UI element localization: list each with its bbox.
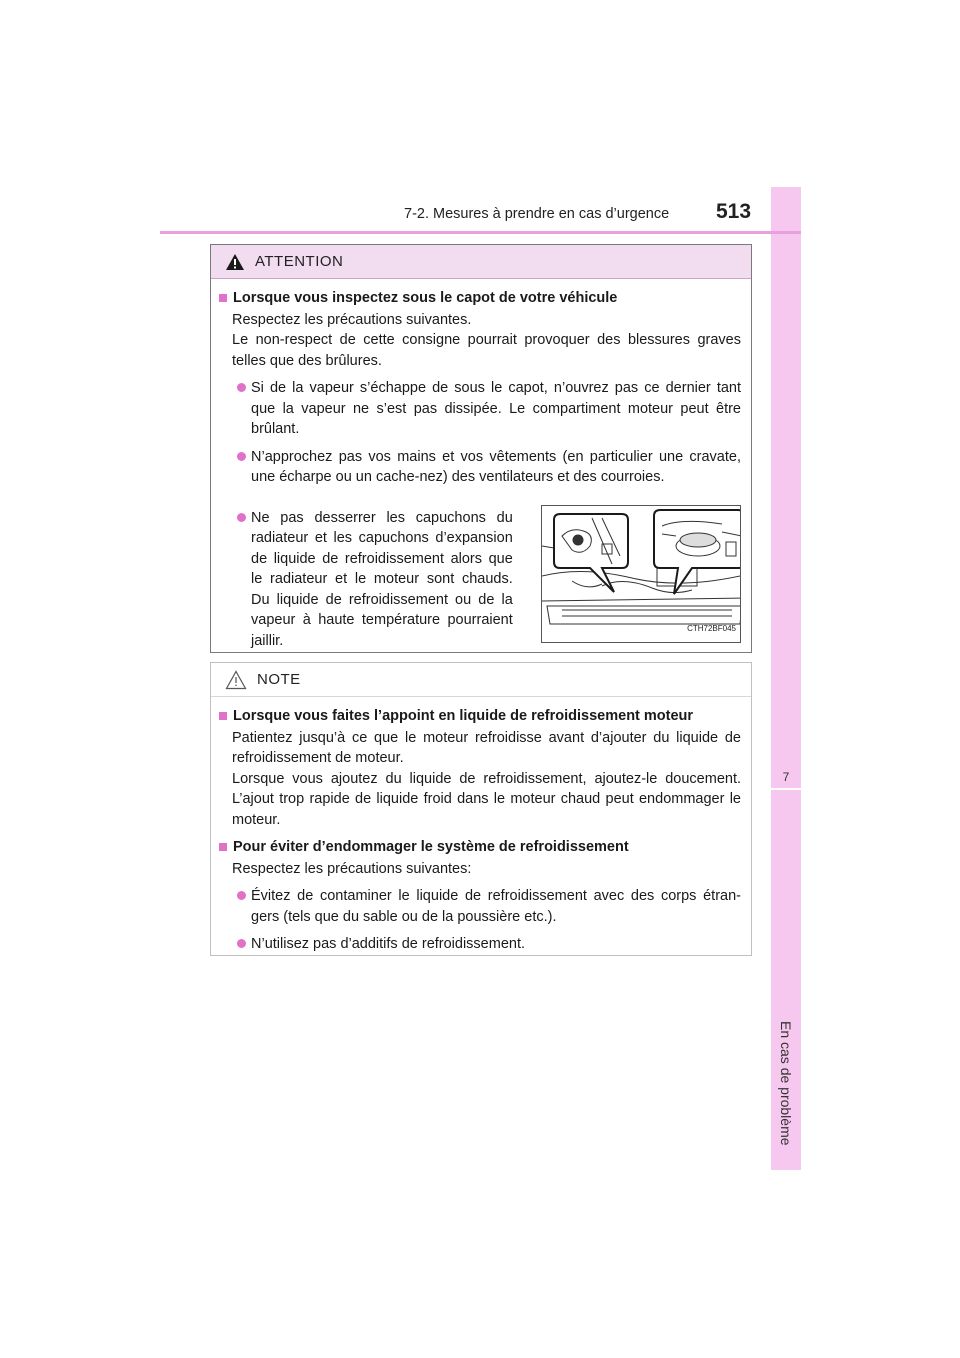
note-paragraph: Patientez jusqu’à ce que le moteur refroidisse avant d’ajouter du liquide de refroidissement de moteur. — [232, 729, 741, 766]
chapter-divider — [771, 788, 801, 790]
list-item: Ne pas desserrer les capuchons du radiateur et les capuchons d’expansion de liquide de refroidissement alors que le radiateur et le moteur sont chauds. Du liquide de refroidissement ou de la vapeur à haute température pourraient jaillir. — [219, 508, 513, 652]
note-section-title: Pour éviter d’endommager le système de refroidissement — [219, 837, 741, 858]
list-item: Évitez de contaminer le liquide de refroidissement avec des corps étran-gers (tels que du sable ou de la poussière etc.). — [219, 886, 741, 927]
engine-compartment-illustration — [541, 505, 741, 643]
page-number: 513 — [716, 200, 752, 223]
section-header-title: 7-2. Mesures à prendre en cas d’urgence — [404, 206, 670, 222]
bullet-dot-icon — [237, 452, 246, 461]
chapter-side-tab — [771, 187, 801, 1170]
chapter-number: 7 — [782, 770, 790, 784]
header-rule — [160, 231, 801, 234]
caution-section-title: Lorsque vous inspectez sous le capot de votre véhicule — [219, 288, 741, 309]
caution-intro-2: Le non-respect de cette consigne pourrait provoquer des blessures graves telles que des brûlures. — [232, 332, 741, 369]
note-box — [210, 662, 752, 956]
note-paragraph: Lorsque vous ajoutez du liquide de refroidissement, ajoutez-le doucement. L’ajout trop rapide de liquide froid dans le moteur chaud peut endommager le moteur. — [232, 770, 741, 828]
bullet-dot-icon — [237, 383, 246, 392]
list-item: N’approchez pas vos mains et vos vêtements (en particulier une cravate, une écharpe ou un cache-nez) des ventilateurs et des courroies. — [219, 447, 741, 488]
bullet-dot-icon — [237, 939, 246, 948]
chapter-title: En cas de problème — [778, 1021, 794, 1146]
square-bullet-icon — [219, 294, 227, 302]
list-item: N’utilisez pas d’additifs de refroidissement. — [219, 934, 741, 955]
bullet-dot-icon — [237, 513, 246, 522]
note-paragraph: Respectez les précautions suivantes: — [232, 860, 472, 877]
bullet-dot-icon — [237, 891, 246, 900]
caution-header — [211, 245, 751, 279]
square-bullet-icon — [219, 712, 227, 720]
square-bullet-icon — [219, 843, 227, 851]
warning-outline-icon — [225, 670, 247, 690]
note-header — [211, 663, 751, 697]
note-section-title: Lorsque vous faites l’appoint en liquide de refroidissement moteur — [219, 706, 741, 727]
list-item: Si de la vapeur s’échappe de sous le capot, n’ouvrez pas ce dernier tant que la vapeur ne s’est pas dissipée. Le compartiment moteur peut être brûlant. — [219, 378, 741, 440]
caution-box — [210, 244, 752, 653]
caution-intro: Respectez les précautions suivantes. — [232, 311, 472, 328]
caution-label: ATTENTION — [255, 253, 344, 270]
note-label: NOTE — [257, 671, 301, 688]
figure-code: CTH72BF045 — [687, 624, 736, 633]
warning-triangle-icon — [225, 253, 245, 271]
